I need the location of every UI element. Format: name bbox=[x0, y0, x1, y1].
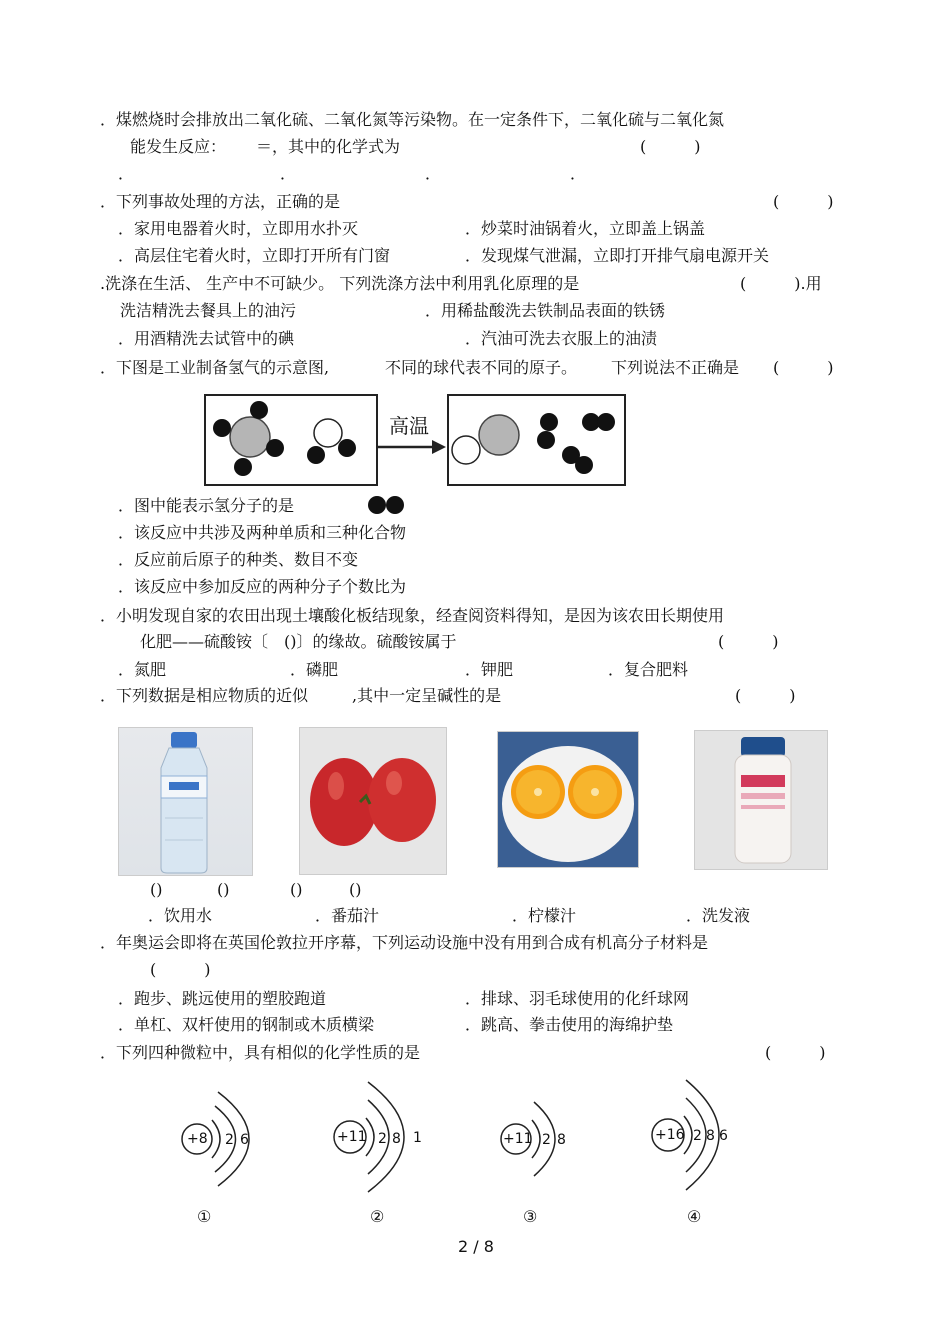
q4-stem-a: ．下图是工业制备氢气的示意图, bbox=[100, 358, 330, 377]
q5-option-d: ．复合肥料 bbox=[608, 660, 689, 679]
q2-stem: ．下列事故处理的方法，正确的是 bbox=[100, 192, 341, 211]
q2-option-d: ．发现煤气泄漏，立即打开排气扇电源开关 bbox=[465, 246, 770, 265]
electron-shell-arc bbox=[366, 1118, 374, 1156]
q6-option-a: ．饮用水 bbox=[148, 906, 213, 925]
q1-option-a: ． bbox=[118, 164, 135, 183]
q3-option-a: 洗洁精洗去餐具上的油污 bbox=[120, 301, 297, 320]
particle-3-label: ③ bbox=[523, 1207, 538, 1226]
tomato-photo bbox=[299, 727, 447, 875]
q1-option-b: ． bbox=[280, 164, 297, 183]
ph-label-4: () bbox=[349, 880, 362, 899]
q7-option-d: ．跳高、拳击使用的海绵护垫 bbox=[465, 1015, 674, 1034]
electron-shell-arc bbox=[532, 1120, 540, 1158]
particle-2-shell-1: 2 bbox=[378, 1131, 387, 1147]
q4-option-b: ．该反应中共涉及两种单质和三种化合物 bbox=[118, 523, 407, 542]
q6-answer-paren: ( ) bbox=[735, 686, 796, 705]
q5-line1: ．小明发现自家的农田出现土壤酸化板结现象，经查阅资料得知，是因为该农田长期使用 bbox=[100, 606, 725, 625]
products-box bbox=[447, 394, 626, 486]
q4-option-d: ．该反应中参加反应的两种分子个数比为 bbox=[118, 577, 407, 596]
electron-shell-arc bbox=[684, 1116, 692, 1154]
q5-option-b: ．磷肥 bbox=[290, 660, 339, 679]
q4-stem-b: 不同的球代表不同的原子。 bbox=[385, 358, 578, 377]
lemon-photo bbox=[497, 731, 639, 868]
q2-option-a: ．家用电器着火时，立即用水扑灭 bbox=[118, 219, 359, 238]
q3-option-b: ．用稀盐酸洗去铁制品表面的铁锈 bbox=[425, 301, 666, 320]
q1-line1: ．煤燃烧时会排放出二氧化硫、二氧化氮等污染物。在一定条件下，二氧化硫与二氧化氮 bbox=[100, 110, 725, 129]
ph-label-3: () bbox=[290, 880, 303, 899]
q3-option-c: ．用酒精洗去试管中的碘 bbox=[118, 329, 295, 348]
q1-option-c: ． bbox=[425, 164, 442, 183]
q8-stem: ．下列四种微粒中，具有相似的化学性质的是 bbox=[100, 1043, 421, 1062]
reactants-box bbox=[204, 394, 378, 486]
particle-3-shell-2: 8 bbox=[557, 1132, 566, 1148]
q5-answer-paren: ( ) bbox=[718, 632, 779, 651]
q7-answer-paren: ( ) bbox=[150, 960, 211, 979]
electron-shell-arc bbox=[212, 1120, 220, 1158]
q3-stem: .洗涤在生活、 生产中不可缺少。 下列洗涤方法中利用乳化原理的是 bbox=[100, 274, 580, 293]
q6-option-b: ．番茄汁 bbox=[315, 906, 380, 925]
particle-4-label: ④ bbox=[687, 1207, 702, 1226]
particle-4-shell-3: 6 bbox=[719, 1128, 728, 1144]
q4-stem-c: 下列说法不正确是 bbox=[611, 358, 740, 377]
q6-option-d: ．洗发液 bbox=[686, 906, 751, 925]
q1-option-d: ． bbox=[570, 164, 587, 183]
ph-label-2: () bbox=[217, 880, 230, 899]
q3-answer-paren: ( ).用 bbox=[740, 274, 822, 293]
particle-3-shell-1: 2 bbox=[542, 1132, 551, 1148]
particle-3-nucleus: +11 bbox=[503, 1131, 533, 1147]
q4-option-c: ．反应前后原子的种类、数目不变 bbox=[118, 550, 359, 569]
particle-1-label: ① bbox=[197, 1207, 212, 1226]
arrow-head bbox=[432, 440, 446, 454]
ph-label-1: () bbox=[150, 880, 163, 899]
q7-stem: ．年奥运会即将在英国伦敦拉开序幕，下列运动设施中没有用到合成有机高分子材料是 bbox=[100, 933, 709, 952]
water-bottle-photo bbox=[118, 727, 253, 876]
page-number: 2 / 8 bbox=[458, 1237, 494, 1256]
q2-option-b: ．炒菜时油锅着火，立即盖上锅盖 bbox=[465, 219, 706, 238]
hydrogen-molecule-atom bbox=[368, 496, 386, 514]
q1-line2b: ＝，其中的化学式为 bbox=[256, 137, 401, 156]
q7-option-c: ．单杠、双杆使用的钢制或木质横梁 bbox=[118, 1015, 375, 1034]
q1-answer-paren: ( ) bbox=[640, 137, 701, 156]
q6-stem-a: ．下列数据是相应物质的近似 bbox=[100, 686, 309, 705]
q8-answer-paren: ( ) bbox=[765, 1043, 826, 1062]
particle-1-shell-1: 2 bbox=[225, 1132, 234, 1148]
particle-2-nucleus: +11 bbox=[337, 1129, 367, 1145]
q7-option-a: ．跑步、跳远使用的塑胶跑道 bbox=[118, 989, 327, 1008]
q1-line2a: 能发生反应： bbox=[130, 137, 227, 156]
particle-2-shell-3: 1 bbox=[413, 1130, 422, 1146]
particle-2-shell-2: 8 bbox=[392, 1131, 401, 1147]
q6-stem-b: ,其中一定呈碱性的是 bbox=[352, 686, 502, 705]
particle-4-shell-1: 2 bbox=[693, 1128, 702, 1144]
particle-1-nucleus: +8 bbox=[187, 1131, 208, 1147]
particle-1-shell-2: 6 bbox=[240, 1132, 249, 1148]
q5-option-c: ．钾肥 bbox=[465, 660, 514, 679]
q2-answer-paren: ( ) bbox=[773, 192, 834, 211]
shampoo-photo bbox=[694, 730, 828, 870]
q2-option-c: ．高层住宅着火时，立即打开所有门窗 bbox=[118, 246, 391, 265]
particle-4-nucleus: +16 bbox=[655, 1127, 685, 1143]
q3-option-d: ．汽油可洗去衣服上的油渍 bbox=[465, 329, 658, 348]
q5-option-a: ．氮肥 bbox=[118, 660, 167, 679]
particle-2-label: ② bbox=[370, 1207, 385, 1226]
q7-option-b: ．排球、羽毛球使用的化纤球网 bbox=[465, 989, 690, 1008]
particle-4-shell-2: 8 bbox=[706, 1128, 715, 1144]
q5-line2: 化肥——硫酸铵〔 ()〕的缘故。硫酸铵属于 bbox=[140, 632, 457, 651]
hydrogen-molecule-atom bbox=[386, 496, 404, 514]
q6-option-c: ．柠檬汁 bbox=[512, 906, 577, 925]
arrow-label: 高温 bbox=[389, 414, 429, 438]
q4-answer-paren: ( ) bbox=[773, 358, 834, 377]
q4-option-a: ．图中能表示氢分子的是 bbox=[118, 496, 295, 515]
